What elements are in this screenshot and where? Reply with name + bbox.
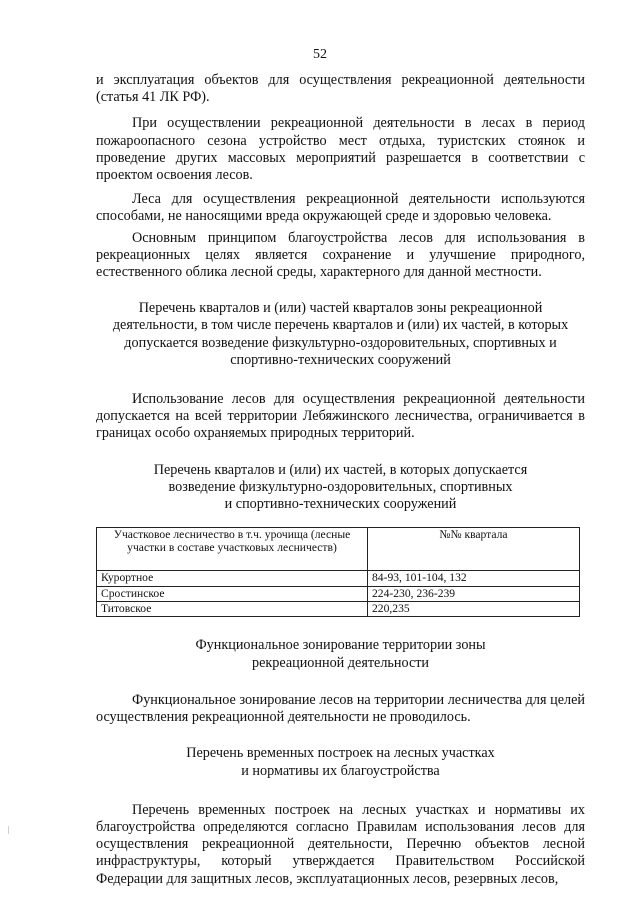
heading-line: Функциональное зонирование территории зоны [195, 637, 486, 654]
table-header-forestry: Участковое лесничество в т.ч. урочища (лесные участки в составе участковых лесничеств) [97, 528, 368, 571]
table-row [97, 586, 580, 601]
scan-margin-mark [8, 826, 9, 834]
paragraph-temporary-buildings: Перечень временных построек на лесных участках и нормативы их благоустройства определяются согласно Правилам использования лесов для осуществления рекреационной деятельности, Перечню объектов лесной инфраструктуры, который утверждается Правительством Российской Федерации для защитных лесов, эксплуатационных лесов, резервных лесов, [96, 801, 585, 887]
heading-line: и спортивно-технических сооружений [224, 496, 457, 513]
page-content [96, 72, 585, 888]
heading-line: допускается возведение физкультурно-оздоровительных, спортивных и [124, 334, 557, 351]
table-cell-forestry: Титовское [97, 602, 368, 617]
paragraph-usage-methods: Леса для осуществления рекреационной деятельности используются способами, не наносящими вреда окружающей среде и здоровью человека. [96, 191, 585, 225]
heading-line: Перечень кварталов и (или) их частей, в которых допускается [153, 461, 528, 478]
page-number: 52 [313, 47, 327, 62]
heading-line: спортивно-технических сооружений [230, 351, 451, 368]
paragraph-territory-usage: Использование лесов для осуществления рекреационной деятельности допускается на всей территории Лебяжинского лесничества, ограничивается в границах особо охраняемых природных территорий. [96, 391, 585, 442]
table-row [97, 602, 580, 617]
paragraph-fire-season: При осуществлении рекреационной деятельности в лесах в период пожароопасного сезона устройство мест отдыха, туристских стоянок и проведение других массовых мероприятий разрешается в соответствии с проектом освоения лесов. [96, 115, 585, 184]
heading-sports-facilities-quarters [96, 462, 585, 514]
paragraph-lk-reference: и эксплуатация объектов для осуществления рекреационной деятельности (статья 41 ЛК РФ). [96, 72, 585, 106]
table-cell-quarters: 84-93, 101-104, 132 [368, 571, 580, 586]
heading-line: возведение физкультурно-оздоровительных, спортивных [168, 478, 513, 495]
heading-temporary-buildings [96, 745, 585, 779]
table-cell-quarters: 220,235 [368, 602, 580, 617]
heading-functional-zoning [96, 637, 585, 671]
table-row [97, 571, 580, 586]
paragraph-zoning-not-performed: Функциональное зонирование лесов на территории лесничества для целей осуществления рекреационной деятельности не проводилось. [96, 691, 585, 726]
heading-line: деятельности, в том числе перечень кварталов и (или) их частей, в которых [112, 317, 569, 334]
quarters-table [96, 527, 580, 617]
heading-line: и нормативы их благоустройства [241, 762, 440, 779]
heading-recreation-zone-quarters [96, 300, 585, 369]
heading-line: Перечень кварталов и (или) частей кварталов зоны рекреационной [138, 300, 543, 317]
heading-line: Перечень временных построек на лесных участках [186, 745, 495, 762]
table-cell-forestry: Сростинское [97, 586, 368, 601]
table-header-row [97, 528, 580, 571]
table-header-quarters: №№ квартала [368, 528, 580, 571]
table-cell-forestry: Курортное [97, 571, 368, 586]
paragraph-main-principle: Основным принципом благоустройства лесов для использования в рекреационных целях является сохранение и улучшение природного, естественного облика лесной среды, характерного для данной местности. [96, 229, 585, 281]
table-cell-quarters: 224-230, 236-239 [368, 586, 580, 601]
heading-line: рекреационной деятельности [251, 654, 430, 671]
